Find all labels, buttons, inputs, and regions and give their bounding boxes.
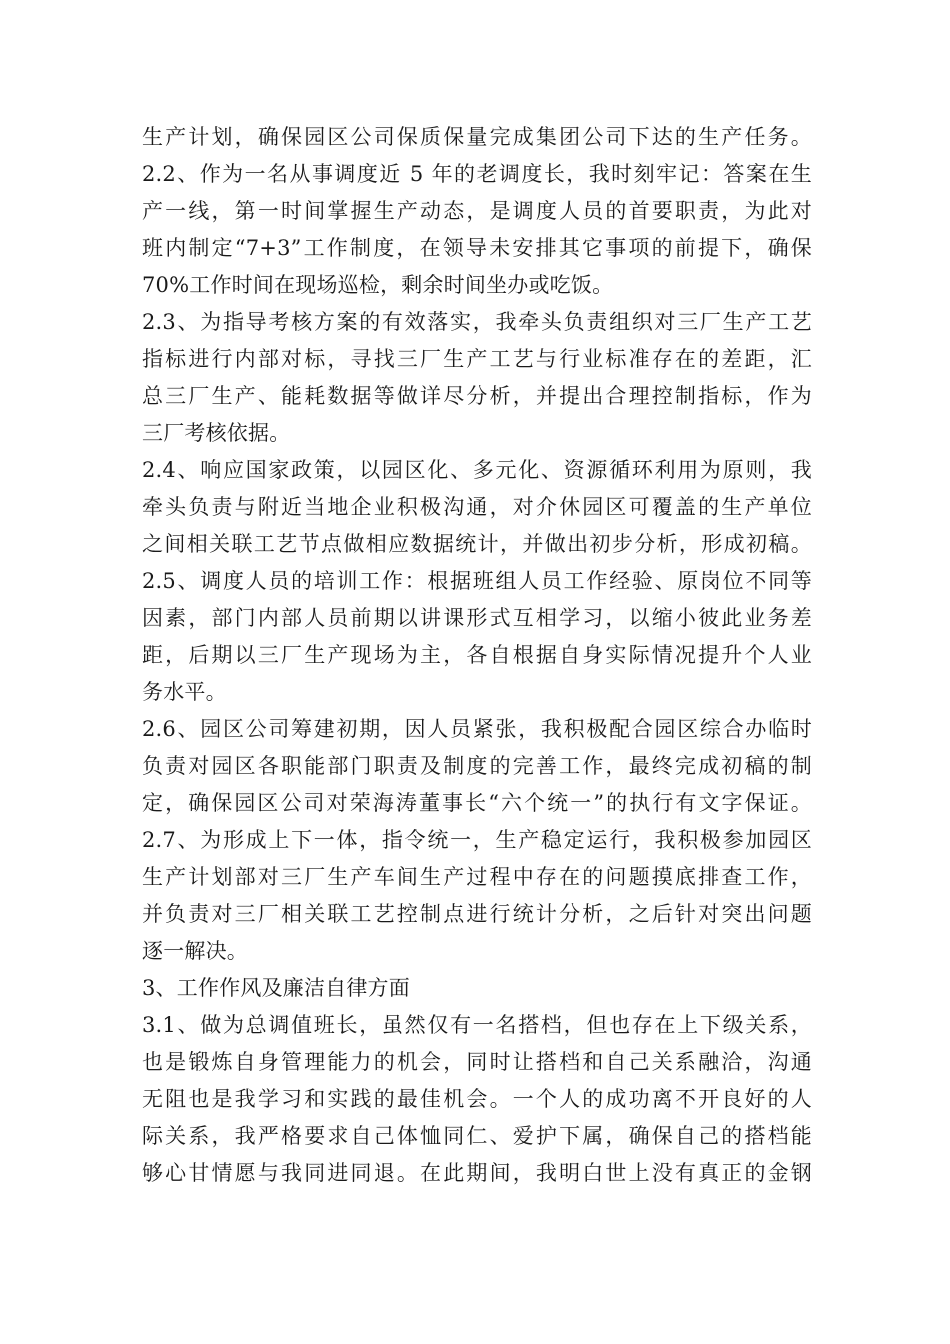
- section-heading: 3、工作作风及廉洁自律方面: [142, 976, 410, 1000]
- text-line-8: 总三厂生产、能耗数据等做详尽分析，并提出合理控制指标，作为: [142, 384, 812, 408]
- text-line-7: 指标进行内部对标，寻找三厂生产工艺与行业标准存在的差距，汇: [142, 347, 812, 371]
- text-line-9: 三厂考核依据。: [142, 421, 291, 445]
- text-line-25: 3.1、做为总调值班长，虽然仅有一名搭档，但也存在上下级关系，: [142, 1013, 812, 1037]
- text-line-12: 之间相关联工艺节点做相应数据统计，并做出初步分析，形成初稿。: [142, 532, 812, 556]
- text-line-15: 距，后期以三厂生产现场为主，各自根据自身实际情况提升个人业: [142, 643, 812, 667]
- text-line-27: 无阻也是我学习和实践的最佳机会。一个人的成功离不开良好的人: [142, 1087, 812, 1111]
- text-line-17: 2.6、园区公司筹建初期，因人员紧张，我积极配合园区综合办临时: [142, 717, 812, 741]
- text-line-21: 生产计划部对三厂生产车间生产过程中存在的问题摸底排查工作，: [142, 865, 812, 889]
- text-line-20: 2.7、为形成上下一体，指令统一，生产稳定运行，我积极参加园区: [142, 828, 812, 852]
- text-line-13: 2.5、调度人员的培训工作：根据班组人员工作经验、原岗位不同等: [142, 569, 812, 593]
- text-line-3: 产一线，第一时间掌握生产动态，是调度人员的首要职责，为此对: [142, 199, 812, 223]
- text-line-4: 班内制定“7+3”工作制度，在领导未安排其它事项的前提下，确保: [142, 236, 812, 260]
- text-line-14: 因素，部门内部人员前期以讲课形式互相学习，以缩小彼此业务差: [142, 606, 812, 630]
- text-line-18: 负责对园区各职能部门职责及制度的完善工作，最终完成初稿的制: [142, 754, 812, 778]
- text-line-1: 生产计划，确保园区公司保质保量完成集团公司下达的生产任务。: [142, 125, 812, 149]
- text-line-5: 70%工作时间在现场巡检，剩余时间坐办或吃饭。: [142, 273, 614, 297]
- text-line-19: 定，确保园区公司对荣海涛董事长“六个统一”的执行有文字保证。: [142, 791, 812, 815]
- text-line-16: 务水平。: [142, 680, 227, 704]
- text-line-2: 2.2、作为一名从事调度近 5 年的老调度长，我时刻牢记：答案在生: [142, 162, 812, 186]
- text-line-11: 牵头负责与附近当地企业积极沟通，对介休园区可覆盖的生产单位: [142, 495, 812, 519]
- text-line-6: 2.3、为指导考核方案的有效落实，我牵头负责组织对三厂生产工艺: [142, 310, 812, 334]
- text-line-10: 2.4、响应国家政策，以园区化、多元化、资源循环利用为原则，我: [142, 458, 812, 482]
- text-line-29: 够心甘情愿与我同进同退。在此期间，我明白世上没有真正的金钢: [142, 1161, 812, 1185]
- text-line-23: 逐一解决。: [142, 939, 248, 963]
- text-line-22: 并负责对三厂相关联工艺控制点进行统计分析，之后针对突出问题: [142, 902, 812, 926]
- text-line-28: 际关系，我严格要求自己体恤同仁、爱护下属，确保自己的搭档能: [142, 1124, 812, 1148]
- text-line-26: 也是锻炼自身管理能力的机会，同时让搭档和自己关系融洽，沟通: [142, 1050, 812, 1074]
- document-body: [142, 119, 812, 1192]
